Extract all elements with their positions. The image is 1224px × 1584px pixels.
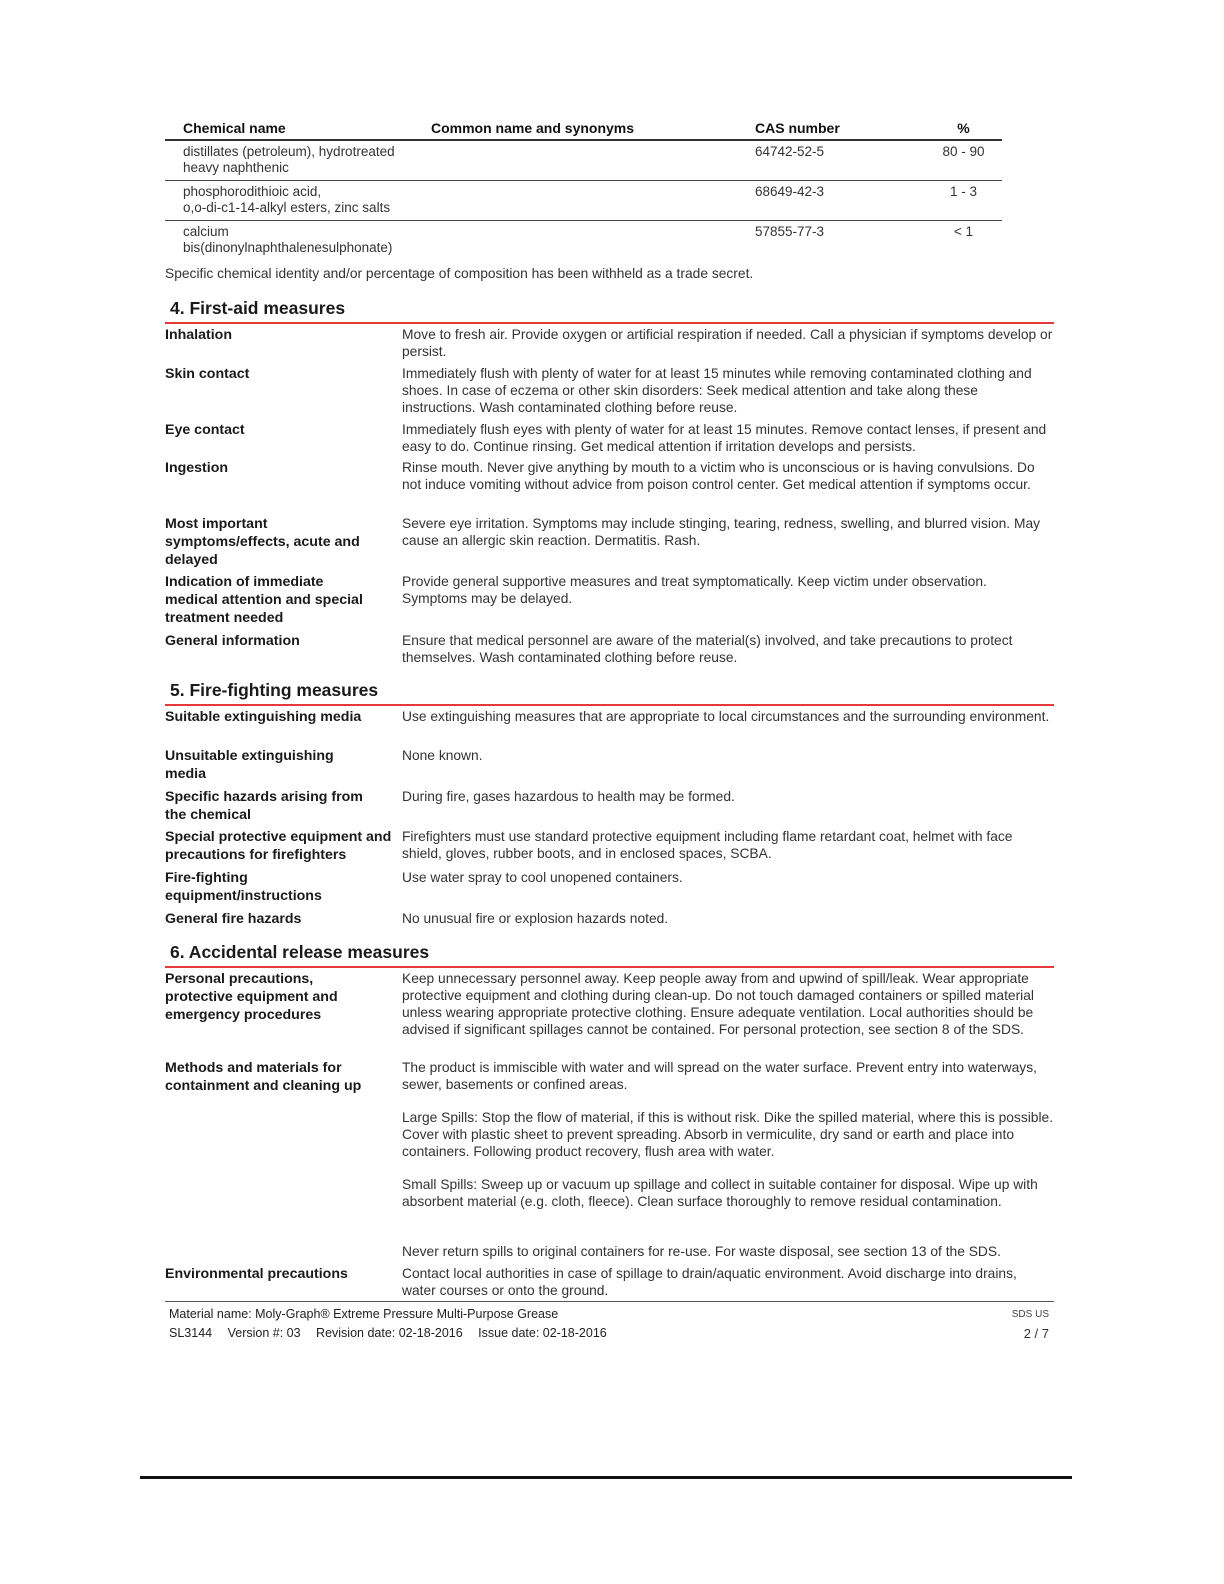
cas-cell: 57855-77-3	[755, 223, 825, 239]
cas-cell: 68649-42-3	[755, 180, 925, 220]
row-label: Environmental precautions	[165, 1266, 348, 1282]
chemical-name-line: bis(dinonylnaphthalenesulphonate)	[183, 240, 393, 255]
page-bottom-divider	[140, 1476, 1072, 1479]
never-return-text: Never return spills to original containers for re-use. For waste disposal, see section 13 of the SDS.	[402, 1244, 1001, 1259]
row-label: Skin contact	[165, 366, 250, 382]
section-5-rule	[165, 704, 1054, 706]
table-row	[165, 220, 1002, 260]
chemical-name-cell	[165, 140, 431, 181]
cas-cell: 64742-52-5	[755, 140, 925, 181]
footer-material-name: Material name: Moly-Graph® Extreme Pressure Multi-Purpose Grease	[169, 1307, 559, 1321]
row-label: Ingestion	[165, 460, 229, 476]
row-text: Severe eye irritation. Symptoms may include stinging, tearing, redness, swelling, and blurred vision. May cause an allergic skin reaction. Dermatitis. Rash.	[402, 516, 1041, 548]
row-label: Fire-fighting equipment/instructions	[165, 870, 322, 904]
row-text: Immediately flush eyes with plenty of water for at least 15 minutes. Remove contact lenses, if present and easy to do. Continue rinsing. Get medical attention if irritation develops and persists.	[402, 422, 1047, 454]
composition-header-row	[165, 116, 1002, 140]
row-label: Personal precautions, protective equipment and emergency procedures	[165, 971, 338, 1023]
section-4-rule	[165, 322, 1054, 324]
small-spills-text: Small Spills: Sweep up or vacuum up spillage and collect in suitable container for disposal. Wipe up with absorbent material (e.g. cloth, fleece). Clean surface thoroughly to remove residual contamination.	[402, 1177, 1038, 1209]
row-label: General information	[165, 633, 300, 649]
row-label: Specific hazards arising from the chemical	[165, 789, 363, 823]
percent-cell: 80 - 90	[925, 140, 1002, 181]
footer-sds-label: SDS US	[1011, 1309, 1049, 1320]
row-text: No unusual fire or explosion hazards noted.	[402, 911, 669, 926]
row-text: Ensure that medical personnel are aware of the material(s) involved, and take precautions to protect themselves. Wash contaminated clothing before reuse.	[402, 633, 1013, 665]
section-6-rule	[165, 966, 1054, 968]
footer-page-number: 2 / 7	[1023, 1326, 1049, 1341]
header-percent: %	[925, 116, 1002, 140]
row-label: Methods and materials for containment and cleaning up	[165, 1060, 362, 1094]
row-text: Contact local authorities in case of spillage to drain/aquatic environment. Avoid discharge into drains, water courses or onto the ground.	[402, 1266, 1017, 1298]
row-text: The product is immiscible with water and will spread on the water surface. Prevent entry into waterways, sewer, basements or confined areas.	[402, 1060, 1037, 1092]
row-text: During fire, gases hazardous to health may be formed.	[402, 789, 735, 804]
row-label: Special protective equipment and precautions for firefighters	[165, 829, 392, 863]
percent-cell: < 1	[953, 223, 974, 239]
row-text: Move to fresh air. Provide oxygen or artificial respiration if needed. Call a physician if symptoms develop or persist.	[402, 327, 1053, 359]
row-text: Use water spray to cool unopened containers.	[402, 870, 683, 885]
footer-version: Version #: 03	[227, 1326, 301, 1340]
chemical-name-line: heavy naphthenic	[183, 160, 289, 175]
footer-issue-date: Issue date: 02-18-2016	[478, 1326, 607, 1340]
row-label: General fire hazards	[165, 911, 302, 927]
table-row	[165, 180, 1002, 220]
row-text: Use extinguishing measures that are appropriate to local circumstances and the surrounding environment.	[402, 709, 1050, 724]
header-chemical-name: Chemical name	[165, 116, 431, 140]
chemical-name-line: distillates (petroleum), hydrotreated	[183, 143, 395, 159]
row-label: Unsuitable extinguishing media	[165, 748, 334, 782]
table-row	[165, 140, 1002, 181]
footer-code: SL3144	[169, 1326, 213, 1340]
row-text: Immediately flush with plenty of water for at least 15 minutes while removing contaminated clothing and shoes. In case of eczema or other skin disorders: Seek medical attention and take along these instructions. Wash contaminated clothing before reuse.	[402, 366, 1032, 415]
chemical-name-cell	[165, 180, 431, 220]
row-text: Provide general supportive measures and treat symptomatically. Keep victim under observation. Symptoms may be delayed.	[402, 574, 987, 606]
section-5-title: 5. Fire-fighting measures	[170, 680, 379, 700]
footer-revision-date: Revision date: 02-18-2016	[316, 1326, 463, 1340]
large-spills-text: Large Spills: Stop the flow of material, if this is without risk. Dike the spilled material, where this is possible. Cover with plastic sheet to prevent spreading. Absorb in vermiculite, dry sand or earth and place into containers. Following product recovery, flush area with water.	[402, 1110, 1054, 1159]
row-text: Firefighters must use standard protective equipment including flame retardant coat, helmet with face shield, gloves, rubber boots, and in enclosed spaces, SCBA.	[402, 829, 1013, 861]
row-label: Inhalation	[165, 327, 232, 343]
footer-meta	[169, 1326, 619, 1340]
footer-rule	[165, 1301, 1054, 1302]
section-6-title: 6. Accidental release measures	[170, 942, 430, 962]
synonyms-cell	[431, 140, 755, 181]
section-4-title: 4. First-aid measures	[170, 298, 346, 318]
row-text: Keep unnecessary personnel away. Keep people away from and upwind of spill/leak. Wear appropriate protective equipment and clothing during clean-up. Do not touch damaged containers or spilled material unless wearing appropriate protective clothing. Ensure adequate ventilation. Local authorities should be advised if significant spillages cannot be contained. For personal protection, see section 8 of the SDS.	[402, 971, 1034, 1037]
synonyms-cell	[431, 180, 755, 220]
chemical-name-line: o,o-di-c1-14-alkyl esters, zinc salts	[183, 200, 391, 215]
percent-cell: 1 - 3	[925, 180, 1002, 220]
row-text: None known.	[402, 748, 483, 763]
synonyms-cell	[431, 220, 755, 260]
chemical-name-line: calcium	[183, 223, 229, 239]
chemical-name-cell	[165, 220, 431, 260]
header-cas-number: CAS number	[755, 116, 925, 140]
row-label: Suitable extinguishing media	[165, 709, 362, 725]
row-label: Indication of immediate medical attention and special treatment needed	[165, 574, 363, 626]
row-text: Rinse mouth. Never give anything by mouth to a victim who is unconscious or is having convulsions. Do not induce vomiting without advice from poison control center. Get medical attention if symptoms occur.	[402, 460, 1035, 492]
chemical-name-line: phosphorodithioic acid,	[183, 183, 322, 199]
row-label: Eye contact	[165, 422, 245, 438]
trade-secret-note: Specific chemical identity and/or percentage of composition has been withheld as a trade secret.	[165, 266, 754, 281]
composition-table	[165, 116, 1002, 260]
row-label: Most important symptoms/effects, acute and delayed	[165, 516, 360, 568]
header-common-name: Common name and synonyms	[431, 116, 755, 140]
